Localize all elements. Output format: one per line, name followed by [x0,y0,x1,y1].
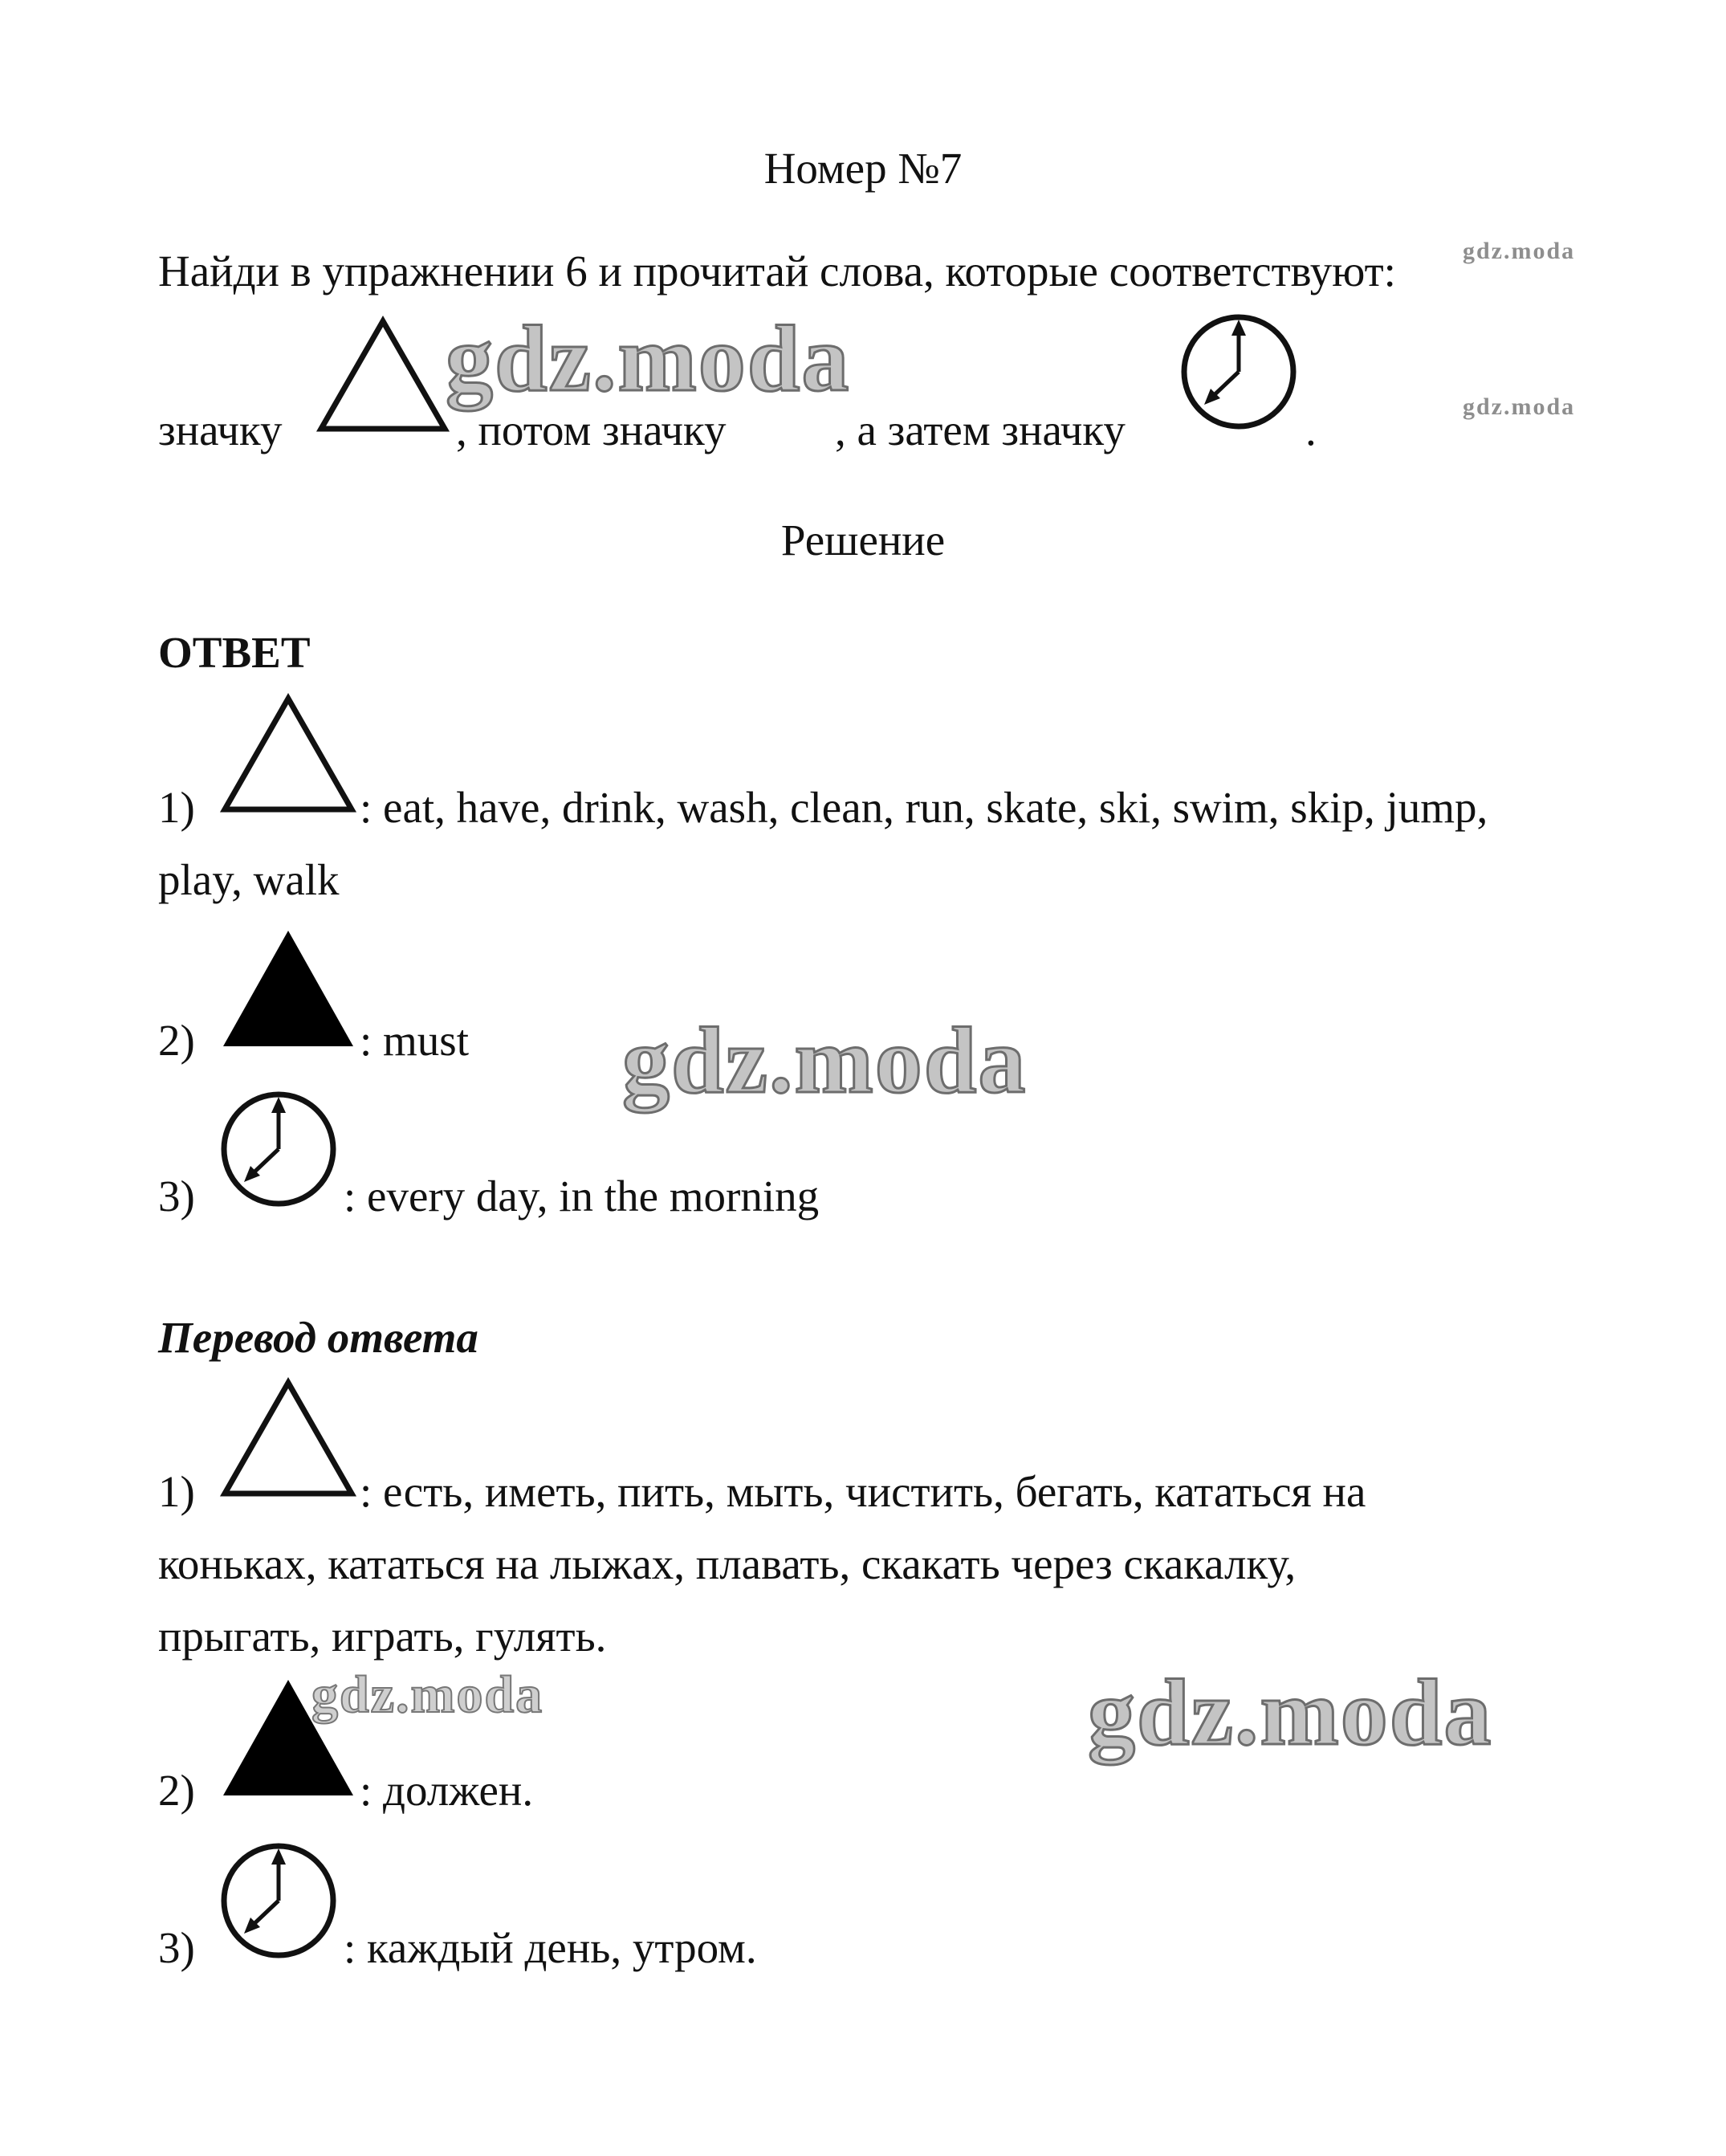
task-word-znachku: значку [158,406,283,454]
translation-item-1-continuation-1: коньках, кататься на лыжах, плавать, скакать через скакалку, [158,1539,1297,1588]
answer-heading: ОТВЕТ [158,628,311,677]
watermark: gdz.moda [311,1665,544,1724]
solution-heading: Решение [780,516,946,564]
translation-item-1-number: 1) [158,1467,195,1516]
triangle-outline-icon [218,1376,359,1501]
translation-item-1-continuation-2: прыгать, играть, гулять. [158,1612,607,1661]
watermark: gdz.moda [1463,238,1576,264]
answer-item-1-text: : eat, have, drink, wash, clean, run, skate, ski, swim, skip, jump, [360,783,1488,832]
task-word-potom: , потом значку [456,406,727,454]
watermark: gdz.moda [446,306,851,411]
translation-heading: Перевод ответа [158,1313,478,1362]
clock-icon [218,1089,339,1209]
translation-item-2-number: 2) [158,1766,195,1815]
watermark: gdz.moda [622,1008,1028,1113]
triangle-filled-icon [218,926,359,1050]
translation-item-1-text: : есть, иметь, пить, мыть, чистить, бегать, кататься на [360,1467,1366,1516]
task-instruction: Найди в упражнении 6 и прочитай слова, которые соответствуют: [158,247,1396,295]
translation-item-3-number: 3) [158,1923,195,1972]
answer-item-2-text: : must [360,1016,469,1065]
translation-item-2-text: : должен. [360,1766,534,1815]
answer-item-1-number: 1) [158,783,195,832]
answer-item-1-continuation: play, walk [158,855,340,904]
task-word-zatem: , а затем значку [835,406,1126,454]
clock-icon [218,1840,339,1961]
answer-item-3-number: 3) [158,1172,195,1221]
watermark: gdz.moda [1088,1660,1493,1765]
watermark: gdz.moda [1463,393,1576,420]
answer-item-3-text: : every day, in the morning [344,1172,820,1221]
triangle-outline-icon [315,315,451,435]
translation-item-3-text: : каждый день, утром. [344,1923,757,1972]
task-period: . [1305,406,1317,454]
answer-item-2-number: 2) [158,1016,195,1065]
page-title: Номер №7 [763,144,963,193]
clock-icon [1178,312,1299,432]
triangle-outline-icon [218,692,359,817]
